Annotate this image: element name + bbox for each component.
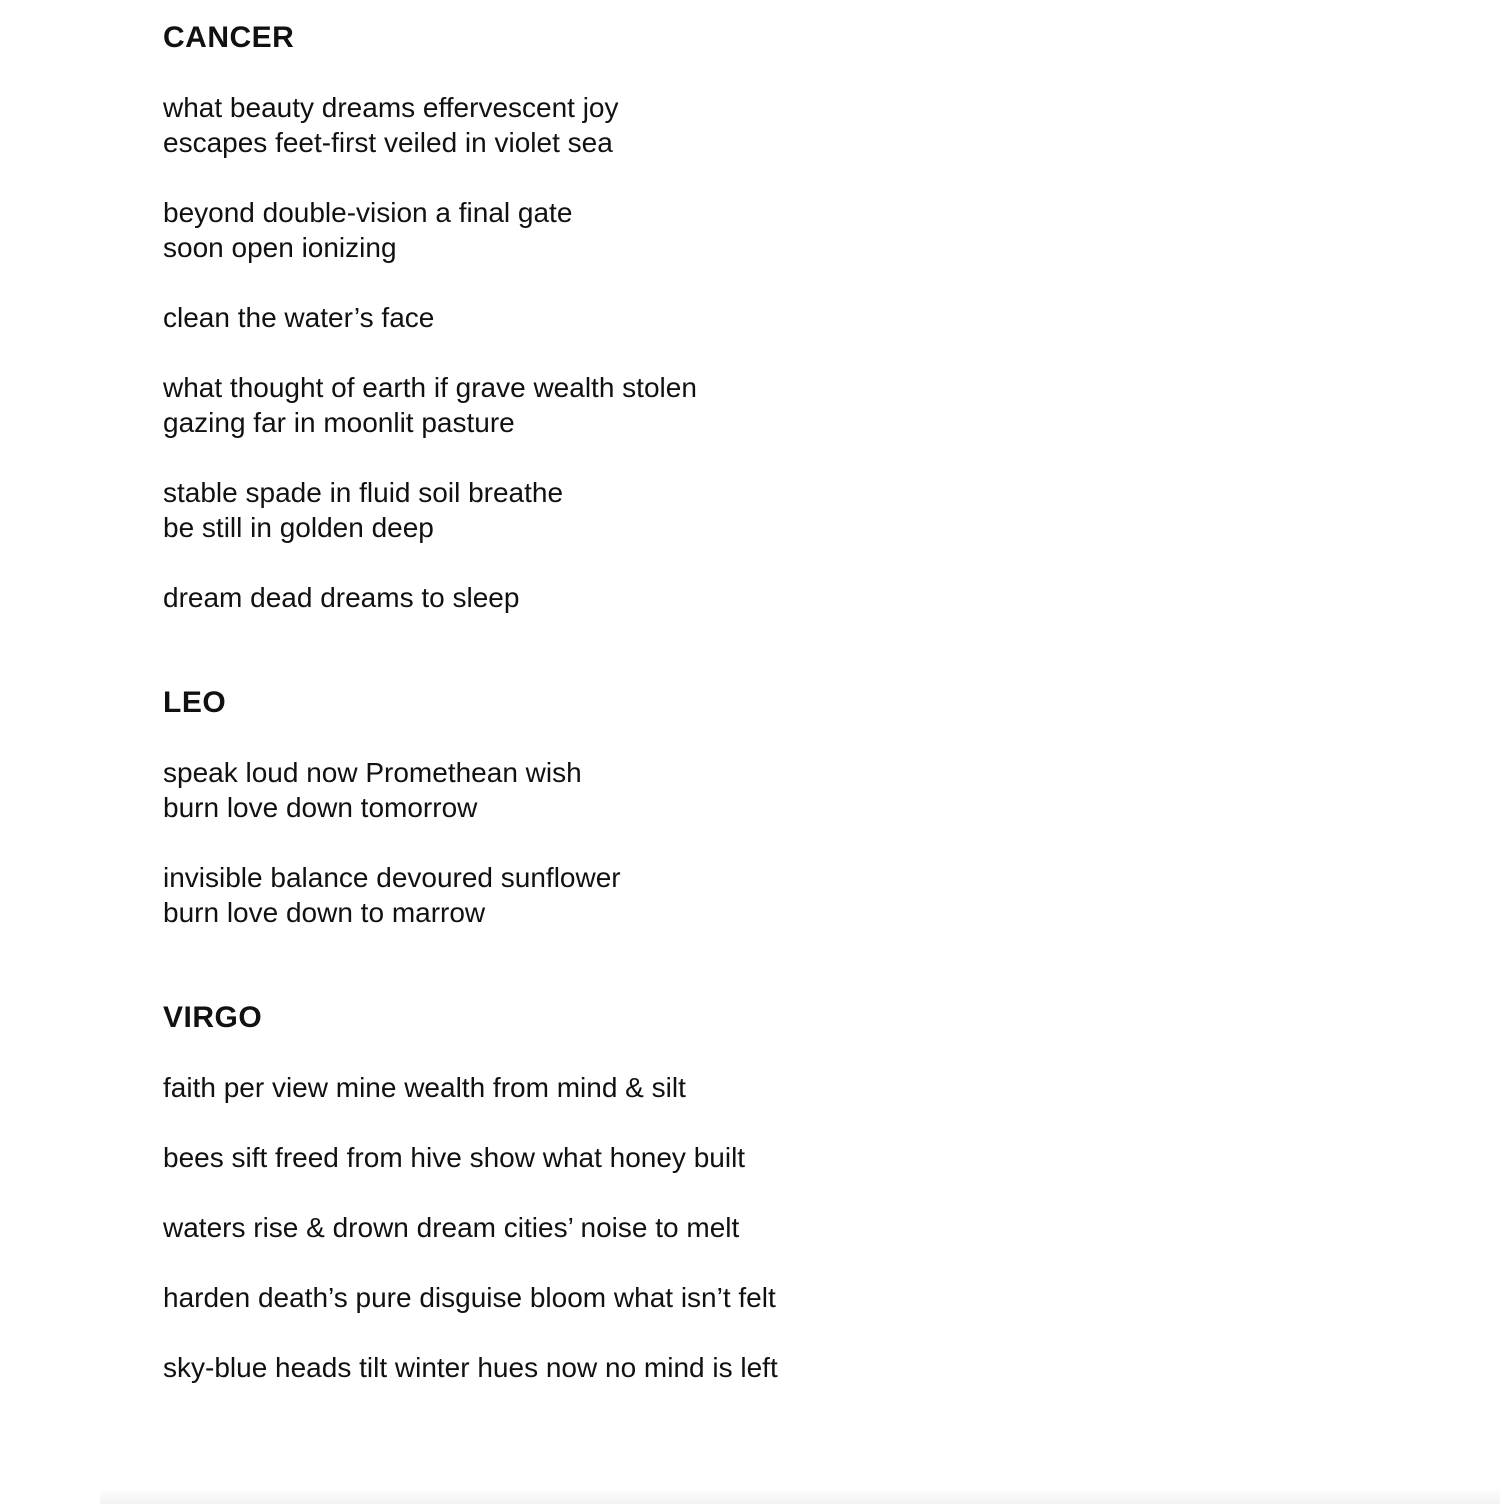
poem-line: faith per view mine wealth from mind & silt [163,1072,686,1103]
poem-section-cancer [163,20,1440,615]
next-page-top-edge [100,1490,1500,1504]
poem-line: speak loud now Promethean wish [163,757,582,788]
poem-line: burn love down tomorrow [163,792,478,823]
poem-line: bees sift freed from hive show what honey built [163,1142,746,1173]
section-heading: CANCER [163,21,295,54]
poem-line: harden death’s pure disguise bloom what isn’t felt [163,1282,776,1313]
poem-line: stable spade in fluid soil breathe [163,477,564,508]
poem-line: what thought of earth if grave wealth stolen [163,372,697,403]
stanza [163,580,1440,615]
poem-section-virgo [163,1000,1440,1385]
section-heading: VIRGO [163,1001,263,1034]
poem-line: beyond double-vision a final gate [163,197,573,228]
poem-line: clean the water’s face [163,302,435,333]
poem-line: gazing far in moonlit pasture [163,407,515,438]
stanza [163,1070,1440,1105]
poem-line: invisible balance devoured sunflower [163,862,621,893]
poem-line: escapes feet-first veiled in violet sea [163,127,613,158]
stanza [163,90,1440,160]
stanza [163,1210,1440,1245]
stanza [163,370,1440,440]
stanza [163,1140,1440,1175]
stanza [163,195,1440,265]
stanza [163,755,1440,825]
stanza [163,860,1440,930]
poem-line: be still in golden deep [163,512,434,543]
poem-line: soon open ionizing [163,232,397,263]
stanza [163,475,1440,545]
poem-line: sky-blue heads tilt winter hues now no mind is left [163,1352,778,1383]
poem-section-leo [163,685,1440,930]
poem-line: dream dead dreams to sleep [163,582,520,613]
poem-line: burn love down to marrow [163,897,486,928]
stanza [163,1350,1440,1385]
poem-line: what beauty dreams effervescent joy [163,92,619,123]
poem-line: waters rise & drown dream cities’ noise to melt [163,1212,740,1243]
section-heading: LEO [163,686,227,719]
stanza [163,1280,1440,1315]
stanza [163,300,1440,335]
